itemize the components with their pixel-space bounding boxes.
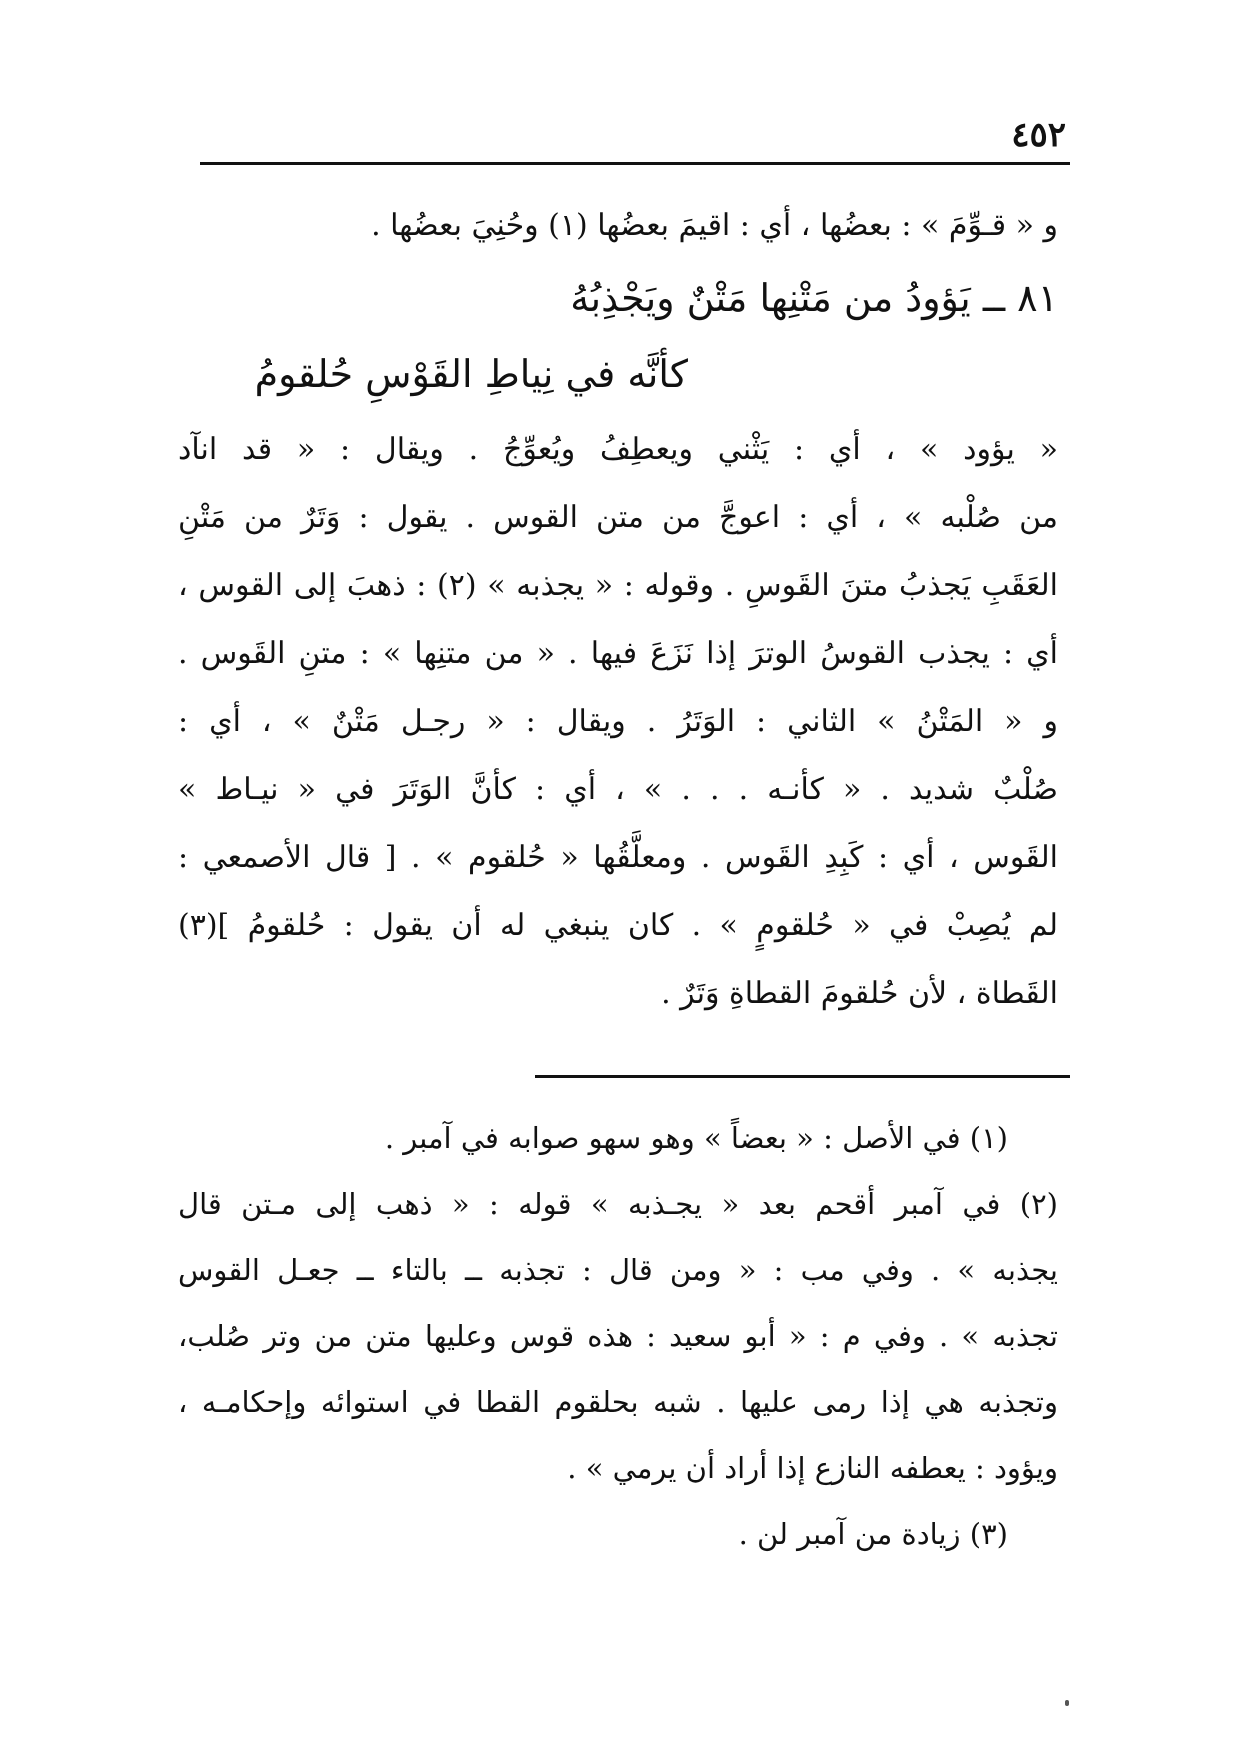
footnote-3: (٣) زيادة من آمبر لن . — [738, 1517, 1008, 1551]
commentary-line: صُلْبٌ شديد . « كأنـه . . . » ، أي : كأنَّ الوَتَرَ في « نيـاط » — [178, 772, 1058, 807]
footnote-rule — [535, 1075, 1070, 1078]
verse — [178, 260, 1058, 412]
verse-second-hemistich: كأنَّه في نِياطِ القَوْسِ حُلقومُ — [254, 352, 688, 396]
commentary-line: العَقَبِ يَجذبُ متنَ القَوسِ . وقوله : « يجذبه » (٢) : ذهبَ إلى القوس ، — [178, 568, 1058, 603]
page-number: ٤٥٢ — [1011, 115, 1066, 155]
footnote-1: (١) في الأصل : « بعضاً » وهو سهو صوابه في آمبر . — [384, 1121, 1008, 1155]
commentary-line: لم يُصِبْ في « حُلقومٍ » . كان ينبغي له أن يقول : حُلقومُ ](٣) — [178, 908, 1058, 943]
header-rule — [200, 162, 1070, 165]
commentary-line: « يؤود » ، أي : يَثْني ويعطِفُ ويُعوِّجُ . ويقال : « قد انآد — [178, 432, 1058, 467]
main-text — [178, 192, 1058, 1028]
commentary-line: و « المَتْنُ » الثاني : الوَتَرُ . ويقال : « رجـل مَتْنٌ » ، أي : — [178, 704, 1058, 739]
commentary-line: القَوس ، أي : كَبِدِ القَوس . ومعلَّقُها « حُلقوم » . [ قال الأصمعي : — [178, 840, 1058, 875]
footnote-2-line: ويؤود : يعطفه النازع إذا أراد أن يرمي » . — [567, 1451, 1058, 1485]
footnotes — [178, 1105, 1058, 1567]
scan-speck — [1065, 1700, 1069, 1706]
commentary-line: أي : يجذب القوسُ الوترَ إذا نَزَعَ فيها . « من متنِها » : متنِ القَوس . — [178, 636, 1058, 671]
footnote-2-line: تجذبه » . وفي م : « أبو سعيد : هذه قوس وعليها متن من وتر صُلب، — [178, 1319, 1058, 1353]
commentary-line: القَطاة ، لأن حُلقومَ القطاةِ وَتَرٌ . — [661, 976, 1058, 1011]
footnote-2-line: وتجذبه هي إذا رمى عليها . شبه بحلقوم القطا في استوائه وإحكامـه ، — [178, 1385, 1058, 1419]
footnote-2-line: (٢) في آمبر أقحم بعد « يجـذبه » قوله : « ذهب إلى مـتن قال — [178, 1187, 1058, 1221]
footnote-2-line: يجذبه » . وفي مب : « ومن قال : تجذبه ــ بالتاء ــ جعـل القوس — [178, 1253, 1058, 1287]
intro-line: و « قـوِّمَ » : بعضُها ، أي : اقيمَ بعضُها (١) وحُنِيَ بعضُها . — [371, 208, 1058, 243]
commentary-line: من صُلْبه » ، أي : اعوجَّ من متن القوس . يقول : وَتَرٌ من مَتْنِ — [178, 500, 1058, 535]
verse-first-hemistich: ٨١ ــ يَؤودُ من مَتْنِها مَتْنٌ ويَجْذِبُهُ — [570, 276, 1058, 320]
commentary — [178, 416, 1058, 1028]
